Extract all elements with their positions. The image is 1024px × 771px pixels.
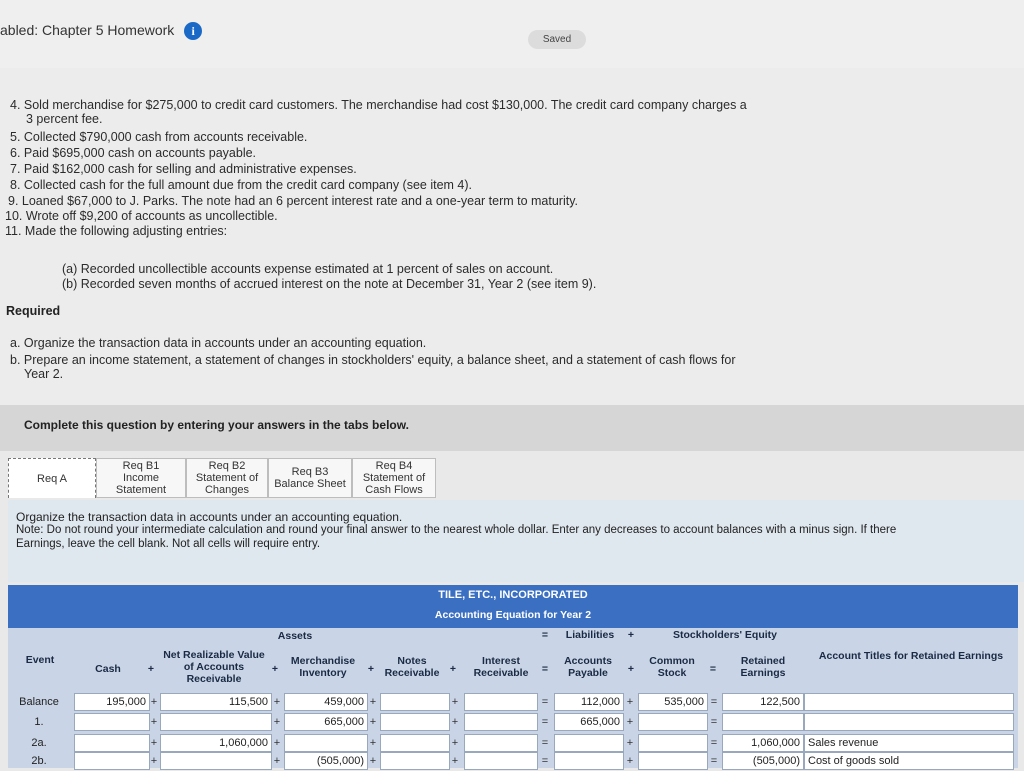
info-icon[interactable]: i: [184, 22, 202, 40]
ap-cell[interactable]: 665,000: [554, 713, 624, 731]
table-subtitle: Accounting Equation for Year 2: [434, 609, 592, 621]
item-10: 10. Wrote off $9,200 of accounts as uncollectible.: [5, 209, 278, 223]
saved-status-badge: Saved: [528, 30, 586, 49]
tab-req-b3-line1: Req B3: [291, 466, 329, 478]
nrv-cell[interactable]: 115,500: [160, 693, 272, 711]
op: =: [541, 737, 549, 749]
op: =: [710, 716, 718, 728]
cs-cell[interactable]: [638, 734, 708, 752]
item-11: 11. Made the following adjusting entries:: [5, 224, 228, 238]
item-7: 7. Paid $162,000 cash for selling and administrative expenses.: [10, 162, 357, 176]
event-column-header: Event: [25, 654, 55, 666]
nrv-cell[interactable]: [160, 713, 272, 731]
cash-cell[interactable]: [74, 734, 150, 752]
op: +: [451, 755, 459, 767]
tab-req-b1[interactable]: [96, 458, 186, 498]
op: +: [273, 696, 281, 708]
op: +: [626, 716, 634, 728]
cash-cell[interactable]: [74, 752, 150, 770]
op: +: [273, 737, 281, 749]
interest-cell[interactable]: [464, 752, 538, 770]
tab-req-a-label: Req A: [37, 472, 67, 485]
eq-operator-header: =: [541, 629, 549, 641]
item-11a: (a) Recorded uncollectible accounts expense estimated at 1 percent of sales on account.: [62, 262, 554, 276]
banner-text: Complete this question by entering your answers in the tabs below.: [24, 418, 409, 432]
liabilities-header: Liabilities: [565, 629, 615, 641]
op-h1: +: [147, 663, 155, 675]
table-title-bar: [8, 585, 1018, 628]
op: +: [150, 737, 158, 749]
op: +: [150, 755, 158, 767]
table-row: [8, 692, 1018, 712]
item-8: 8. Collected cash for the full amount due from the credit card company (see item 4).: [10, 178, 473, 192]
account-title-cell[interactable]: Sales revenue: [804, 734, 1014, 752]
tab-req-b1-line2: Income: [122, 472, 160, 484]
merch-cell[interactable]: [284, 734, 368, 752]
tab-req-b1-line3: Statement: [115, 484, 167, 496]
row-event: 2a.: [31, 737, 47, 749]
op: +: [626, 737, 634, 749]
nrv-column-header: Net Realizable Value of Accounts Receivable: [163, 649, 265, 685]
notes-cell[interactable]: [380, 693, 450, 711]
item-4-cont: 3 percent fee.: [26, 112, 103, 126]
op-h6: +: [627, 663, 635, 675]
row-event: 2b.: [31, 755, 47, 767]
op: =: [541, 696, 549, 708]
required-b: b. Prepare an income statement, a statement of changes in stockholders' equity, a balance sheet, and a statement of cash flows for: [10, 353, 736, 367]
cs-cell[interactable]: [638, 713, 708, 731]
table-row: [8, 751, 1018, 771]
interest-cell[interactable]: [464, 734, 538, 752]
table-row: [8, 712, 1018, 732]
op: =: [710, 696, 718, 708]
merch-cell[interactable]: 459,000: [284, 693, 368, 711]
plus-operator-header: +: [627, 629, 635, 641]
merch-cell[interactable]: 665,000: [284, 713, 368, 731]
op-h2: +: [271, 663, 279, 675]
interest-column-header: Interest Receivable: [473, 655, 529, 679]
cs-cell[interactable]: [638, 752, 708, 770]
op: +: [273, 716, 281, 728]
item-4: 4. Sold merchandise for $275,000 to credit card customers. The merchandise had cost $130,000. The credit card company charges a: [10, 98, 747, 112]
op-h5: =: [541, 663, 549, 675]
ap-cell[interactable]: [554, 734, 624, 752]
item-5: 5. Collected $790,000 cash from accounts receivable.: [10, 130, 308, 144]
tab-req-b2-line3: Changes: [204, 484, 250, 496]
cash-cell[interactable]: [74, 713, 150, 731]
op: +: [369, 696, 377, 708]
op-h4: +: [449, 663, 457, 675]
ap-cell[interactable]: 112,000: [554, 693, 624, 711]
merchandise-column-header: Merchandise Inventory: [290, 655, 356, 679]
merch-cell[interactable]: (505,000): [284, 752, 368, 770]
re-cell[interactable]: (505,000): [722, 752, 804, 770]
cs-column-header: Common Stock: [649, 655, 695, 679]
item-6: 6. Paid $695,000 cash on accounts payable.: [10, 146, 257, 160]
required-b-cont: Year 2.: [24, 367, 64, 381]
instruction-line-1: Organize the transaction data in accounts under an accounting equation.: [16, 510, 403, 524]
equity-header: Stockholders' Equity: [672, 629, 777, 641]
account-title-cell[interactable]: [804, 713, 1014, 731]
tab-req-b3-line2: Balance Sheet: [274, 478, 346, 490]
ap-cell[interactable]: [554, 752, 624, 770]
table-row: [8, 733, 1018, 753]
tab-req-b1-line1: Req B1: [122, 460, 160, 472]
tab-req-a[interactable]: [8, 458, 96, 498]
op: +: [369, 737, 377, 749]
op: =: [710, 737, 718, 749]
assets-header: Assets: [277, 630, 313, 642]
tab-req-b2-line1: Req B2: [208, 460, 246, 472]
op-h3: +: [367, 663, 375, 675]
cash-cell[interactable]: 195,000: [74, 693, 150, 711]
interest-cell[interactable]: [464, 693, 538, 711]
row-event: 1.: [34, 716, 44, 728]
required-a: a. Organize the transaction data in accounts under an accounting equation.: [10, 336, 427, 350]
notes-cell[interactable]: [380, 752, 450, 770]
titles-column-header: Account Titles for Retained Earnings: [818, 650, 1004, 662]
ap-column-header: Accounts Payable: [564, 655, 612, 679]
notes-cell[interactable]: [380, 713, 450, 731]
tab-req-b4-line1: Req B4: [375, 460, 413, 472]
cs-cell[interactable]: 535,000: [638, 693, 708, 711]
company-name: TILE, ETC., INCORPORATED: [438, 589, 588, 601]
op: =: [710, 755, 718, 767]
op: +: [626, 696, 634, 708]
op: +: [150, 716, 158, 728]
cash-column-header: Cash: [95, 663, 121, 675]
op: +: [150, 696, 158, 708]
item-11b: (b) Recorded seven months of accrued interest on the note at December 31, Year 2 (see item 9).: [62, 277, 597, 291]
assignment-title-text: abled: Chapter 5 Homework: [0, 22, 175, 38]
tab-req-b4-line3: Cash Flows: [365, 484, 423, 496]
top-bar: [0, 0, 1024, 68]
assignment-title: [0, 22, 202, 40]
op: +: [451, 716, 459, 728]
re-column-header: Retained Earnings: [740, 655, 786, 679]
tab-req-b3[interactable]: [268, 458, 352, 498]
op: =: [541, 716, 549, 728]
notes-cell[interactable]: [380, 734, 450, 752]
tab-req-b4[interactable]: [352, 458, 436, 498]
tab-req-b4-line2: Statement of: [362, 472, 426, 484]
op: +: [451, 696, 459, 708]
op: +: [626, 755, 634, 767]
re-cell[interactable]: 122,500: [722, 693, 804, 711]
notes-column-header: Notes Receivable: [384, 655, 440, 679]
row-event: Balance: [19, 696, 59, 708]
op: +: [273, 755, 281, 767]
nrv-cell[interactable]: [160, 752, 272, 770]
instruction-note: Note: Do not round your intermediate calculation and round your final answer to the nearest whole dollar. Enter any decreases to account balances with a minus sign. If there: [16, 524, 897, 536]
required-heading: Required: [6, 304, 61, 318]
op: +: [369, 716, 377, 728]
instruction-note-cont: Earnings, leave the cell blank. Not all cells will require entry.: [16, 538, 321, 550]
op: +: [451, 737, 459, 749]
re-cell[interactable]: 1,060,000: [722, 734, 804, 752]
op: +: [369, 755, 377, 767]
account-title-cell[interactable]: [804, 693, 1014, 711]
tab-req-b2-line2: Statement of: [195, 472, 259, 484]
op: =: [541, 755, 549, 767]
account-title-cell[interactable]: Cost of goods sold: [804, 752, 1014, 770]
interest-cell[interactable]: [464, 713, 538, 731]
nrv-cell[interactable]: 1,060,000: [160, 734, 272, 752]
op-h7: =: [709, 663, 717, 675]
re-cell[interactable]: [722, 713, 804, 731]
tab-req-b2[interactable]: [186, 458, 268, 498]
item-9: 9. Loaned $67,000 to J. Parks. The note had an 6 percent interest rate and a one-year term to maturity.: [8, 194, 579, 208]
